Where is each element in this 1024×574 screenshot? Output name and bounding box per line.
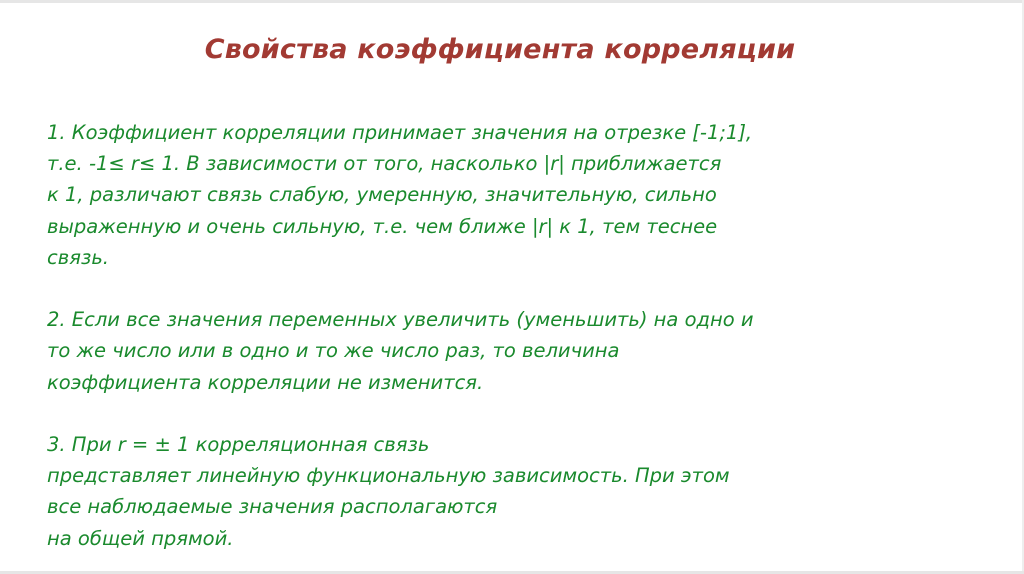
paragraph-spacer	[47, 273, 977, 304]
slide-body	[47, 117, 977, 554]
property-3-line: представляет линейную функциональную зависимость. При этом	[47, 464, 730, 488]
property-2-line: то же число или в одно и то же число раз, то величина	[47, 339, 620, 363]
property-1-line: связь.	[47, 245, 110, 269]
property-2	[47, 304, 977, 398]
property-1-line: 1. Коэффициент корреляции принимает значения на отрезке [-1;1],	[47, 121, 753, 144]
slide-title: Свойства коэффициента корреляции	[204, 34, 796, 65]
property-2-line: 2. Если все значения переменных увеличить (уменьшить) на одно и	[47, 308, 754, 332]
paragraph-spacer	[47, 398, 977, 429]
property-1-line: выраженную и очень сильную, т.е. чем ближе |r| к 1, тем теснее	[47, 214, 718, 238]
property-1-line: к 1, различают связь слабую, умеренную, значительную, сильно	[47, 183, 717, 207]
property-3-line: 3. При r = ± 1 корреляционная связь	[47, 433, 430, 456]
property-1	[47, 117, 977, 273]
property-1-line: т.е. -1≤ r≤ 1. В зависимости от того, насколько |r| приближается	[47, 152, 722, 176]
slide-top-border	[0, 0, 1024, 3]
property-3-line: на общей прямой.	[47, 526, 234, 550]
property-3-line: все наблюдаемые значения располагаются	[47, 495, 498, 519]
property-2-line: коэффициента корреляции не изменится.	[47, 370, 484, 394]
property-3	[47, 429, 977, 554]
